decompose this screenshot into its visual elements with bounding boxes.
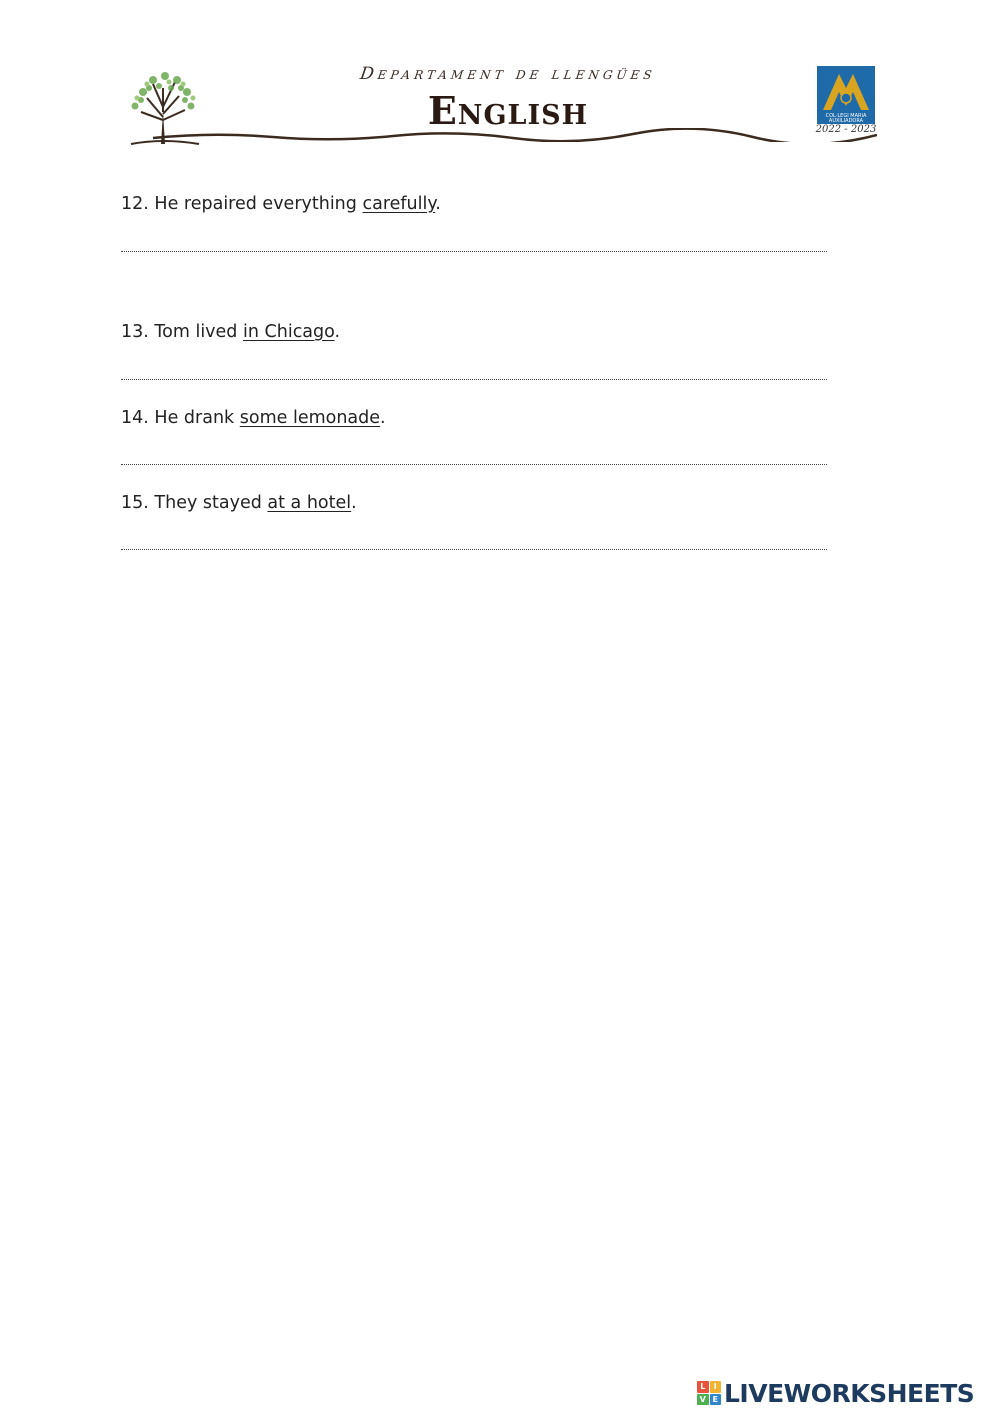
exercise-number: 12. xyxy=(121,194,149,214)
svg-text:COL·LEGI MARIA: COL·LEGI MARIA xyxy=(825,113,867,119)
exercise-sentence: Tom lived xyxy=(154,322,238,342)
exercise-13 xyxy=(121,322,340,342)
liveworksheets-mark-icon: L I V E xyxy=(697,1381,721,1405)
worksheet-header xyxy=(123,58,877,148)
exercise-punctuation: . xyxy=(334,322,341,342)
underlined-phrase: at a hotel xyxy=(267,493,352,513)
exercise-sentence: He drank xyxy=(154,408,235,428)
exercise-sentence: They stayed xyxy=(154,493,262,513)
exercise-sentence: He repaired everything xyxy=(154,194,357,214)
exercise-punctuation: . xyxy=(435,194,441,214)
department-title: Departament de llengües xyxy=(358,64,658,84)
answer-line-15[interactable] xyxy=(121,549,827,552)
svg-text:AUXILIADORA: AUXILIADORA xyxy=(828,118,864,124)
exercise-number: 15. xyxy=(121,493,149,513)
answer-line-12[interactable] xyxy=(121,251,827,254)
exercise-12 xyxy=(121,194,441,214)
underlined-phrase: in Chicago xyxy=(243,322,335,342)
liveworksheets-logo[interactable] xyxy=(697,1379,974,1407)
underlined-phrase: carefully xyxy=(362,194,436,214)
answer-line-13[interactable] xyxy=(121,379,827,382)
exercise-number: 13. xyxy=(121,322,149,342)
exercise-14 xyxy=(121,408,386,428)
exercise-punctuation: . xyxy=(351,493,357,513)
header-rule xyxy=(153,128,877,142)
subject-title: English xyxy=(427,88,589,133)
school-logo-icon xyxy=(817,66,875,124)
exercise-number: 14. xyxy=(121,408,149,428)
underlined-phrase: some lemonade xyxy=(239,408,381,428)
liveworksheets-brand: LIVEWORKSHEETS xyxy=(724,1378,975,1408)
school-year: 2022 - 2023 xyxy=(815,124,877,135)
exercise-punctuation: . xyxy=(380,408,386,428)
answer-line-14[interactable] xyxy=(121,464,827,467)
exercise-15 xyxy=(121,493,357,513)
